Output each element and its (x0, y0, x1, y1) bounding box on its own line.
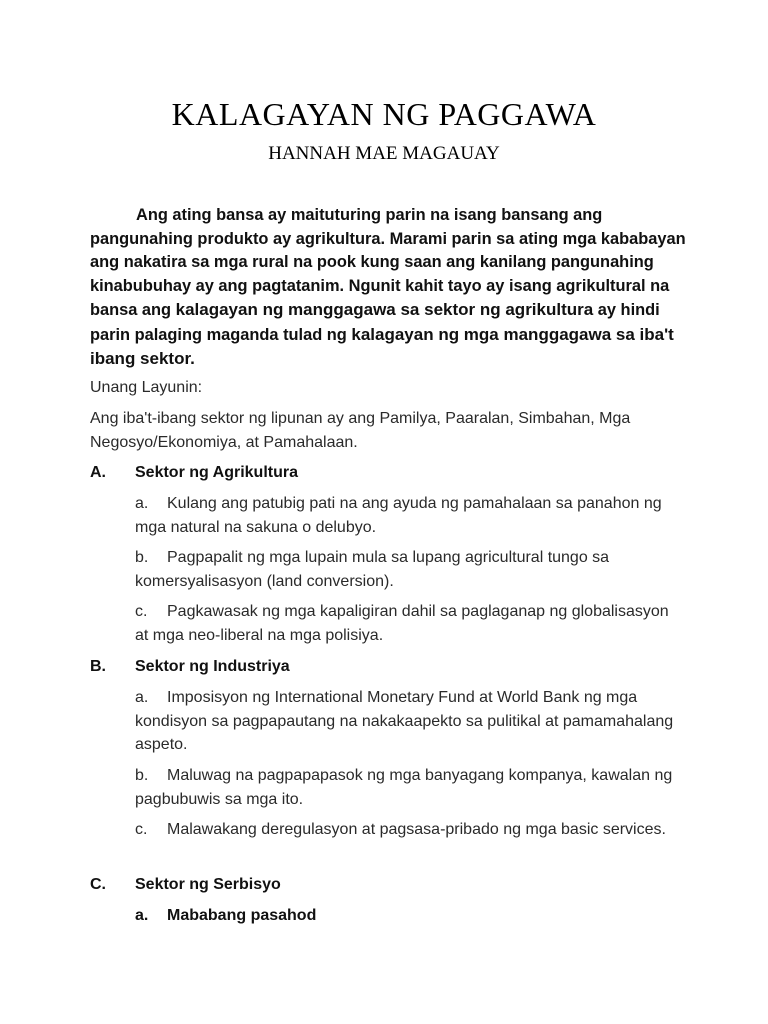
sector-name: Sektor ng Agrikultura (135, 464, 298, 481)
sectors-intro-paragraph: Ang iba't-ibang sektor ng lipunan ay ang Pamilya, Paaralan, Simbahan, Mga Negosyo/Ekonomiya, at Pamahalaan. (90, 410, 631, 451)
item-letter: a. (135, 689, 149, 706)
item-letter: a. (135, 495, 149, 512)
item-text: Maluwag na pagpapapasok ng mga banyagang kompanya, kawalan ng pagbubuwis sa mga ito. (135, 767, 673, 808)
sector-letter: B. (90, 658, 106, 675)
item-text: Kulang ang patubig pati na ang ayuda ng pamahalaan sa panahon ng mga natural na sakuna o delubyo. (135, 495, 662, 536)
sector-name: Sektor ng Serbisyo (135, 876, 281, 893)
item-letter: a. (135, 907, 149, 924)
item-text: Mababang pasahod (167, 907, 317, 924)
unang-layunin-heading: Unang Layunin: (90, 379, 203, 396)
author-name: HANNAH MAE MAGAUAY (268, 143, 500, 164)
intro-emphasis-2: kalagayan ng mga manggagawa sa iba't ibang sektor. (90, 324, 674, 368)
list-item (135, 904, 680, 928)
list-item (135, 546, 680, 593)
intro-emphasis-1: kalagayan ng manggagawa sa sektor ng agrikultura (175, 300, 594, 319)
list-item (135, 764, 680, 811)
item-letter: c. (135, 821, 148, 838)
item-text: Pagkawasak ng mga kapaligiran dahil sa paglaganap ng globalisasyon at mga neo-liberal na mga polisiya. (135, 603, 669, 644)
list-item (135, 686, 680, 757)
intro-paragraph (90, 204, 690, 372)
sector-heading-c (90, 873, 690, 897)
item-letter: c. (135, 603, 148, 620)
document-title: KALAGAYAN NG PAGGAWA (171, 96, 597, 132)
item-text: Pagpapalit ng mga lupain mula sa lupang agricultural tungo sa komersyalisasyon (land conversion). (135, 549, 610, 590)
sector-heading-a (90, 461, 690, 485)
intro-text-1: Ang ating bansa ay maituturing parin na isang bansang ang pangunahing produkto ay agrikultura. Marami parin sa ating mga kababayan ang nakatira sa mga rural na pook kung saan ang kanilang pangunahing kinabubuhay ay ang pagtatanim. Ngunit kahit tayo ay isang agrikultural na bansa ang (90, 206, 686, 319)
sector-letter: C. (90, 876, 106, 893)
item-letter: b. (135, 549, 149, 566)
list-item (135, 600, 680, 647)
intro-text-2: ay hindi parin palaging maganda tulad ng (90, 301, 660, 344)
sector-name: Sektor ng Industriya (135, 658, 290, 675)
item-text: Malawakang deregulasyon at pagsasa-pribado ng mga basic services. (167, 821, 666, 838)
item-letter: b. (135, 767, 149, 784)
sector-letter: A. (90, 464, 106, 481)
list-item (135, 492, 680, 539)
list-item (135, 818, 680, 842)
item-text: Imposisyon ng International Monetary Fund at World Bank ng mga kondisyon sa pagpapautang na nakakaapekto sa pulitikal at pamamahalang aspeto. (135, 689, 674, 753)
sector-heading-b (90, 655, 690, 679)
